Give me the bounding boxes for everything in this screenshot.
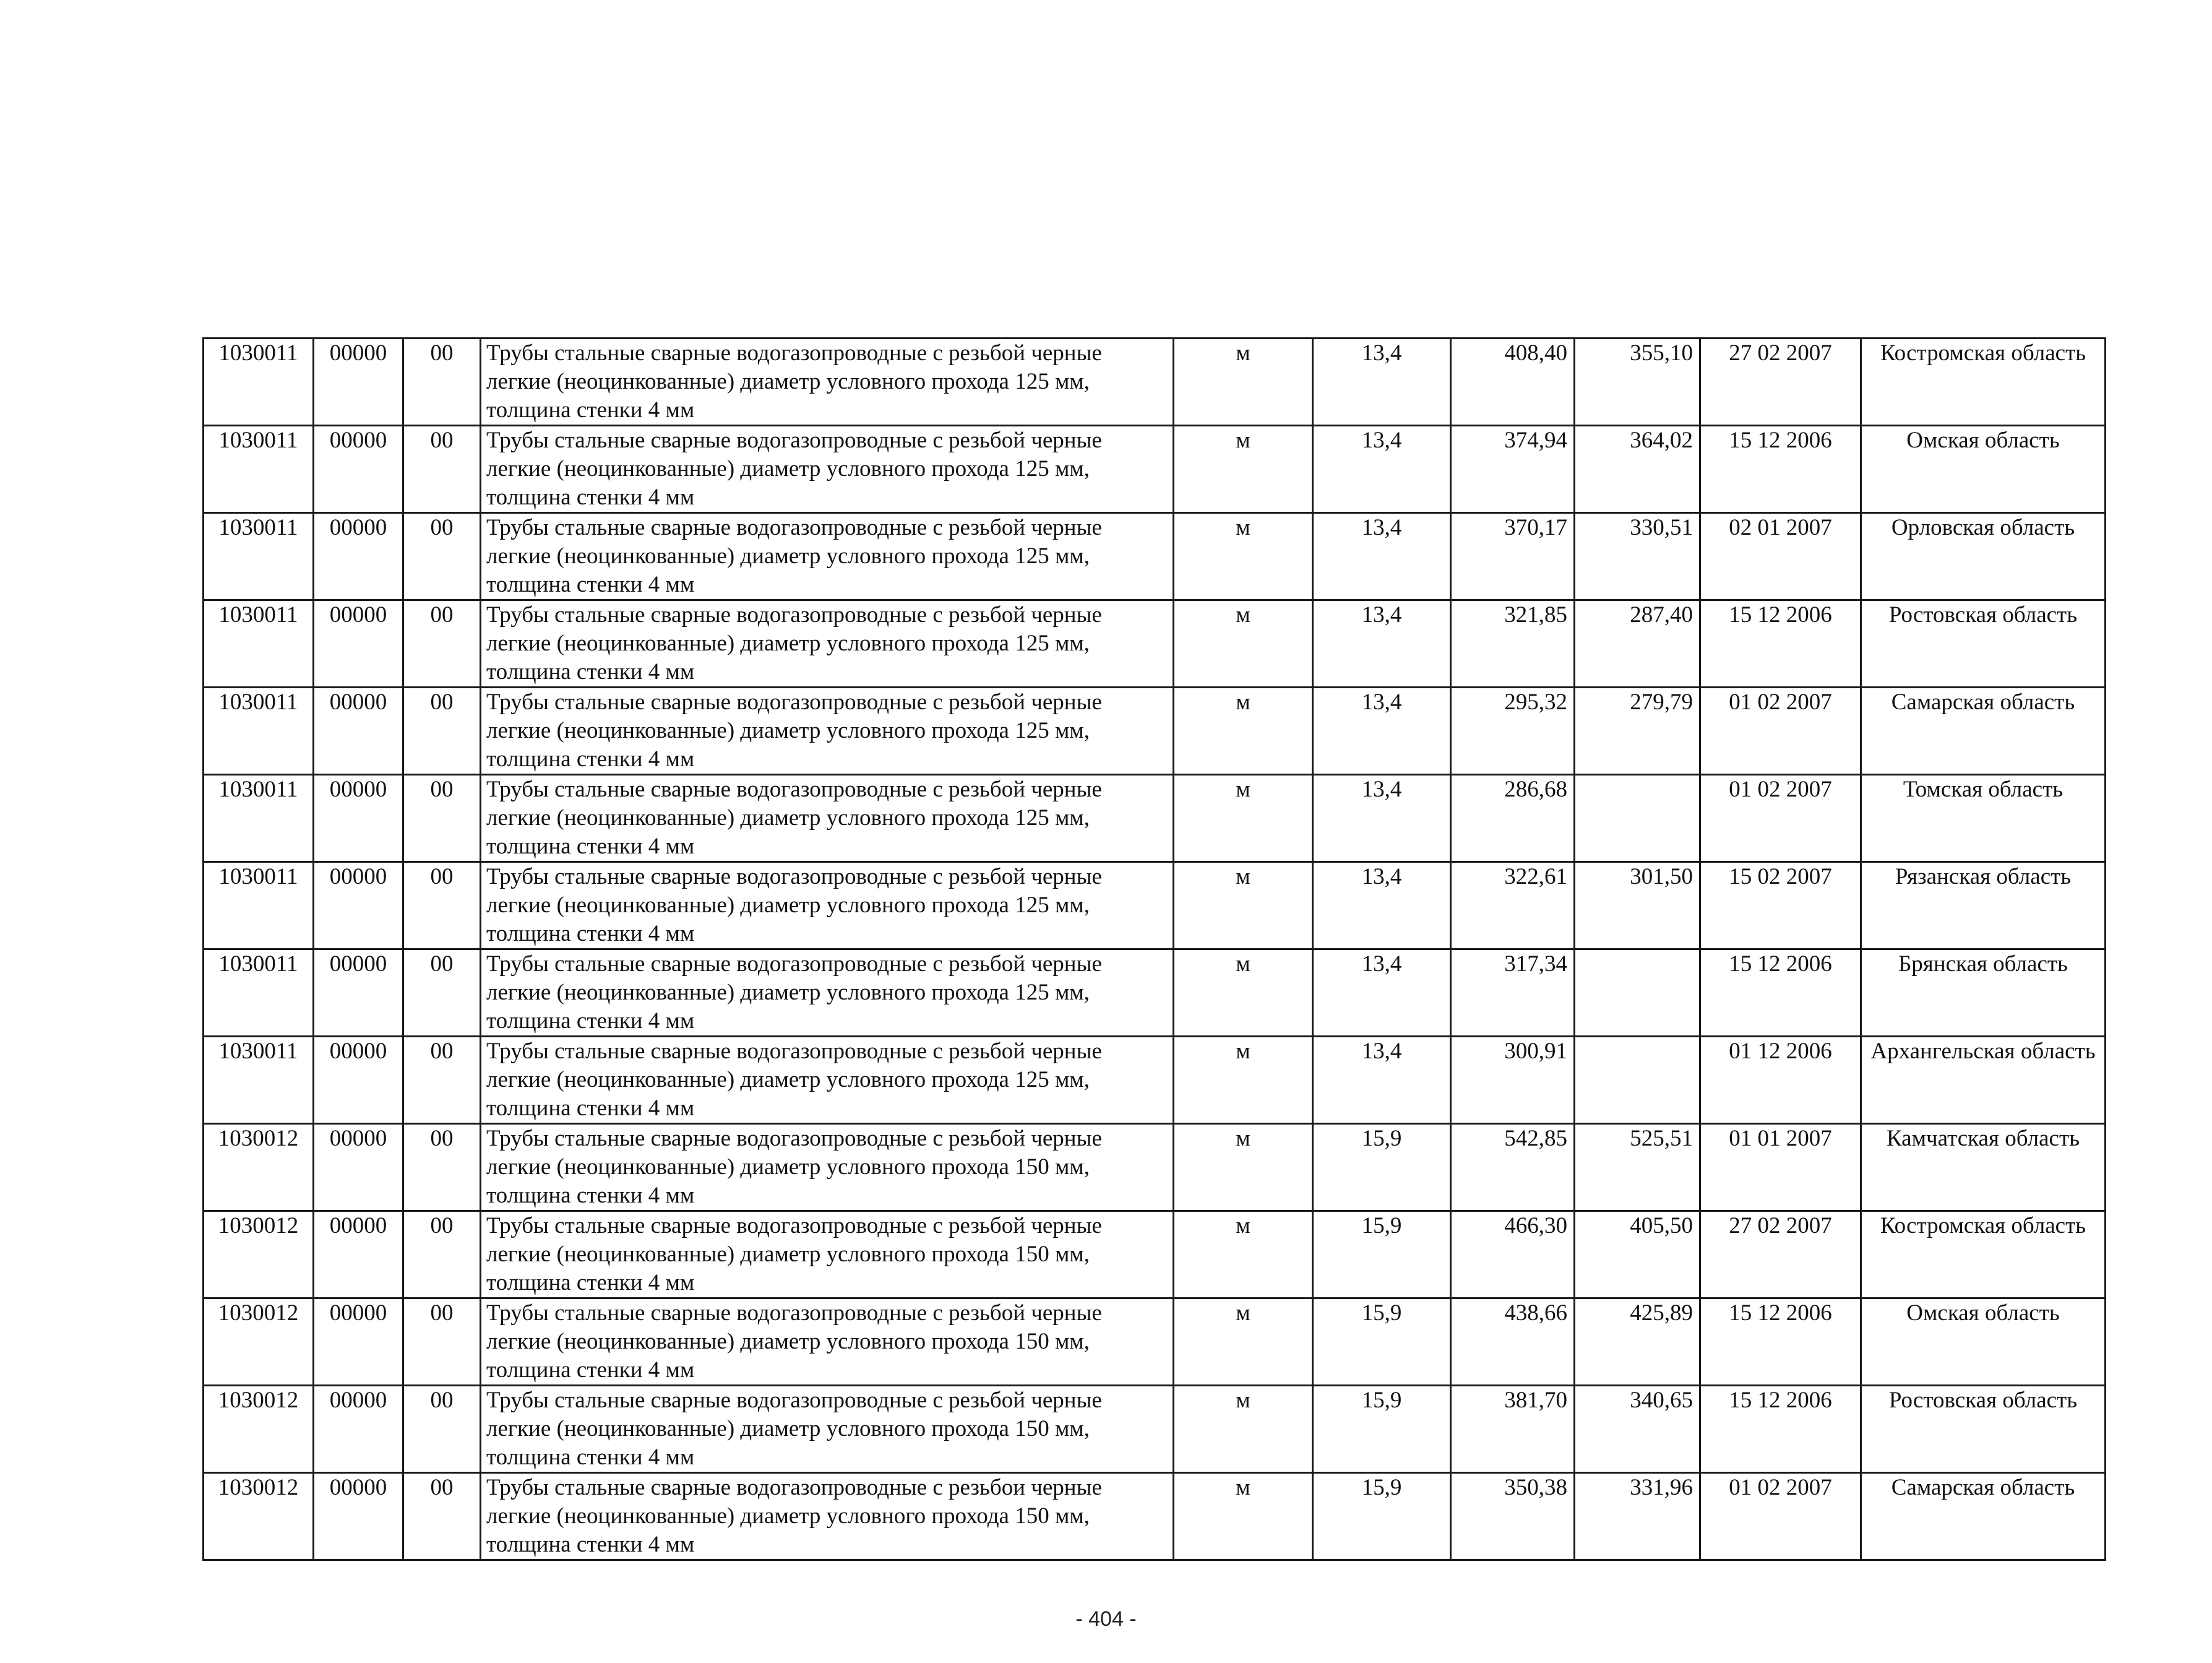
weight-cell: 13,4 [1313,1037,1451,1124]
sub-code-cell: 00000 [314,775,403,862]
item-code-cell: 1030011 [204,600,314,688]
unit-cell: м [1174,1037,1313,1124]
table-row [204,1211,2106,1298]
date-cell: 01 02 2007 [1700,688,1861,775]
description-cell: Трубы стальные сварные водогазопроводные с резьбой черные легкие (неоцинкованные) диаметр условного прохода 125 мм, толщина стенки 4 мм [481,862,1174,949]
weight-cell: 13,4 [1313,949,1451,1037]
price-alt-cell: 355,10 [1575,339,1700,426]
region-cell: Орловская область [1861,513,2106,600]
table-row [204,949,2106,1037]
sub-code-cell: 00000 [314,339,403,426]
date-cell: 01 01 2007 [1700,1124,1861,1211]
table-row [204,513,2106,600]
table-row [204,1473,2106,1560]
region-cell: Томская область [1861,775,2106,862]
sub-code-cell: 00000 [314,688,403,775]
region-cell: Самарская область [1861,688,2106,775]
price-cell: 408,40 [1451,339,1575,426]
description-cell: Трубы стальные сварные водогазопроводные с резьбой черные легкие (неоцинкованные) диаметр условного прохода 125 мм, толщина стенки 4 мм [481,688,1174,775]
sub-code-cell: 00000 [314,426,403,513]
price-alt-cell: 301,50 [1575,862,1700,949]
price-alt-cell [1575,775,1700,862]
unit-cell: м [1174,775,1313,862]
price-cell: 286,68 [1451,775,1575,862]
item-code-cell: 1030012 [204,1124,314,1211]
version-cell: 00 [403,1473,481,1560]
price-alt-cell: 287,40 [1575,600,1700,688]
unit-cell: м [1174,339,1313,426]
price-cell: 466,30 [1451,1211,1575,1298]
item-code-cell: 1030011 [204,949,314,1037]
unit-cell: м [1174,1124,1313,1211]
version-cell: 00 [403,513,481,600]
description-cell: Трубы стальные сварные водогазопроводные с резьбой черные легкие (неоцинкованные) диаметр условного прохода 125 мм, толщина стенки 4 мм [481,949,1174,1037]
sub-code-cell: 00000 [314,1124,403,1211]
sub-code-cell: 00000 [314,1386,403,1473]
unit-cell: м [1174,426,1313,513]
table-row [204,862,2106,949]
region-cell: Рязанская область [1861,862,2106,949]
price-alt-cell: 340,65 [1575,1386,1700,1473]
date-cell: 15 12 2006 [1700,600,1861,688]
description-cell: Трубы стальные сварные водогазопроводные с резьбой черные легкие (неоцинкованные) диаметр условного прохода 150 мм, толщина стенки 4 мм [481,1124,1174,1211]
price-alt-cell: 330,51 [1575,513,1700,600]
date-cell: 01 12 2006 [1700,1037,1861,1124]
date-cell: 02 01 2007 [1700,513,1861,600]
item-code-cell: 1030012 [204,1473,314,1560]
table-body [204,339,2106,1560]
description-cell: Трубы стальные сварные водогазопроводные с резьбой черные легкие (неоцинкованные) диаметр условного прохода 125 мм, толщина стенки 4 мм [481,339,1174,426]
weight-cell: 13,4 [1313,600,1451,688]
region-cell: Архангельская область [1861,1037,2106,1124]
unit-cell: м [1174,600,1313,688]
region-cell: Брянская область [1861,949,2106,1037]
date-cell: 15 02 2007 [1700,862,1861,949]
price-alt-cell: 405,50 [1575,1211,1700,1298]
date-cell: 15 12 2006 [1700,949,1861,1037]
date-cell: 15 12 2006 [1700,1298,1861,1386]
version-cell: 00 [403,1386,481,1473]
version-cell: 00 [403,600,481,688]
unit-cell: м [1174,688,1313,775]
sub-code-cell: 00000 [314,600,403,688]
price-alt-cell: 331,96 [1575,1473,1700,1560]
region-cell: Омская область [1861,1298,2106,1386]
version-cell: 00 [403,688,481,775]
price-cell: 374,94 [1451,426,1575,513]
unit-cell: м [1174,1386,1313,1473]
sub-code-cell: 00000 [314,1473,403,1560]
sub-code-cell: 00000 [314,1298,403,1386]
weight-cell: 13,4 [1313,688,1451,775]
date-cell: 27 02 2007 [1700,339,1861,426]
region-cell: Костромская область [1861,339,2106,426]
table-row [204,600,2106,688]
price-alt-cell: 425,89 [1575,1298,1700,1386]
sub-code-cell: 00000 [314,862,403,949]
sub-code-cell: 00000 [314,1211,403,1298]
description-cell: Трубы стальные сварные водогазопроводные с резьбои черные легкие (неоцинкованные) диаметр условного прохода 150 мм, толщина стенки 4 мм [481,1473,1174,1560]
weight-cell: 13,4 [1313,426,1451,513]
region-cell: Самарская область [1861,1473,2106,1560]
price-alt-cell [1575,1037,1700,1124]
price-cell: 322,61 [1451,862,1575,949]
description-cell: Трубы стальные сварные водогазопроводные с резьбой черные легкие (неоцинкованные) диаметр условного прохода 125 мм, толщина стенки 4 мм [481,1037,1174,1124]
price-alt-cell: 525,51 [1575,1124,1700,1211]
region-cell: Омская область [1861,426,2106,513]
weight-cell: 13,4 [1313,513,1451,600]
price-cell: 542,85 [1451,1124,1575,1211]
table-row [204,1298,2106,1386]
weight-cell: 15,9 [1313,1211,1451,1298]
price-cell: 300,91 [1451,1037,1575,1124]
version-cell: 00 [403,1211,481,1298]
description-cell: Трубы стальные сварные водогазопроводные с резьбой черные легкие (неоцинкованные) диаметр условного прохода 125 мм, толщина стенки 4 мм [481,775,1174,862]
item-code-cell: 1030011 [204,1037,314,1124]
date-cell: 15 12 2006 [1700,1386,1861,1473]
table-row [204,775,2106,862]
version-cell: 00 [403,949,481,1037]
item-code-cell: 1030011 [204,426,314,513]
version-cell: 00 [403,862,481,949]
version-cell: 00 [403,1124,481,1211]
price-cell: 381,70 [1451,1386,1575,1473]
item-code-cell: 1030011 [204,862,314,949]
description-cell: Трубы стальные сварные водогазопроводные с резьбой черные легкие (неоцинкованные) диаметр условного прохода 125 мм, толщина стенки 4 мм [481,426,1174,513]
version-cell: 00 [403,775,481,862]
weight-cell: 13,4 [1313,775,1451,862]
price-cell: 350,38 [1451,1473,1575,1560]
item-code-cell: 1030011 [204,688,314,775]
item-code-cell: 1030012 [204,1211,314,1298]
date-cell: 15 12 2006 [1700,426,1861,513]
weight-cell: 13,4 [1313,862,1451,949]
table-row [204,426,2106,513]
weight-cell: 15,9 [1313,1386,1451,1473]
unit-cell: м [1174,949,1313,1037]
description-cell: Трубы стальные сварные водогазопроводные с резьбой черные легкие (неоцинкованные) диаметр условного прохода 125 мм, толщина стенки 4 мм [481,513,1174,600]
unit-cell: м [1174,862,1313,949]
table-row [204,339,2106,426]
unit-cell: м [1174,1473,1313,1560]
unit-cell: м [1174,513,1313,600]
sub-code-cell: 00000 [314,513,403,600]
region-cell: Костромская область [1861,1211,2106,1298]
unit-cell: м [1174,1211,1313,1298]
item-code-cell: 1030012 [204,1386,314,1473]
region-cell: Ростовская область [1861,600,2106,688]
unit-cell: м [1174,1298,1313,1386]
region-cell: Камчатская область [1861,1124,2106,1211]
price-alt-cell: 364,02 [1575,426,1700,513]
item-code-cell: 1030011 [204,339,314,426]
price-cell: 438,66 [1451,1298,1575,1386]
description-cell: Трубы стальные сварные водогазопроводные с резьбой черные легкие (неоцинкованные) диаметр условного прохода 150 мм, толщина стенки 4 мм [481,1386,1174,1473]
price-table [202,337,2106,1561]
item-code-cell: 1030011 [204,513,314,600]
weight-cell: 15,9 [1313,1473,1451,1560]
version-cell: 00 [403,426,481,513]
price-cell: 370,17 [1451,513,1575,600]
version-cell: 00 [403,339,481,426]
item-code-cell: 1030011 [204,775,314,862]
date-cell: 01 02 2007 [1700,775,1861,862]
version-cell: 00 [403,1037,481,1124]
price-cell: 295,32 [1451,688,1575,775]
sub-code-cell: 00000 [314,1037,403,1124]
weight-cell: 13,4 [1313,339,1451,426]
description-cell: Трубы стальные сварные водогазопроводные с резьбой черные легкие (неоцинкованные) диаметр условного прохода 150 мм, толщина стенки 4 мм [481,1298,1174,1386]
price-alt-cell [1575,949,1700,1037]
page-number: - 404 - [1075,1607,1137,1631]
table-row [204,1124,2106,1211]
price-cell: 321,85 [1451,600,1575,688]
table-row [204,688,2106,775]
version-cell: 00 [403,1298,481,1386]
price-alt-cell: 279,79 [1575,688,1700,775]
weight-cell: 15,9 [1313,1124,1451,1211]
sub-code-cell: 00000 [314,949,403,1037]
date-cell: 27 02 2007 [1700,1211,1861,1298]
description-cell: Трубы стальные сварные водогазопроводные с резьбой черные легкие (неоцинкованные) диаметр условного прохода 125 мм, толщина стенки 4 мм [481,600,1174,688]
description-cell: Трубы стальные сварные водогазопроводные с резьбой черные легкие (неоцинкованные) диаметр условного прохода 150 мм, толщина стенки 4 мм [481,1211,1174,1298]
table-row [204,1386,2106,1473]
item-code-cell: 1030012 [204,1298,314,1386]
region-cell: Ростовская область [1861,1386,2106,1473]
table-row [204,1037,2106,1124]
price-cell: 317,34 [1451,949,1575,1037]
date-cell: 01 02 2007 [1700,1473,1861,1560]
weight-cell: 15,9 [1313,1298,1451,1386]
